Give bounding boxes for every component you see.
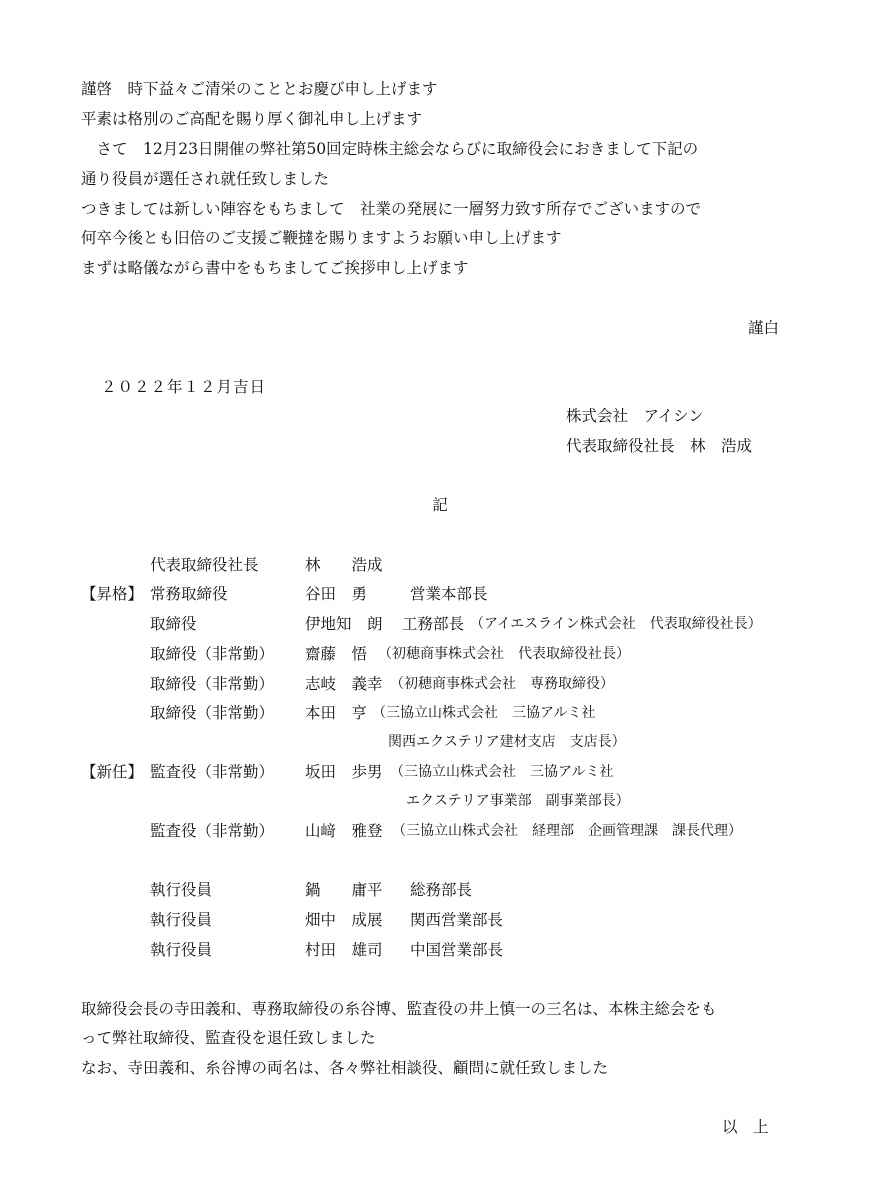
officer-name: 本田 亨	[305, 704, 368, 722]
officer-role: 営業本部長	[410, 585, 488, 603]
executive-name: 鍋 庸平	[305, 881, 383, 899]
executive-title: 執行役員	[150, 911, 213, 929]
greeting-line: つきましては新しい陣容をもちまして 社業の発展に一層努力致す所存でございますので	[81, 200, 702, 218]
officer-title: 取締役（非常勤）	[150, 704, 275, 722]
officer-title: 取締役	[150, 615, 197, 633]
retirement-line: なお、寺田義和、糸谷博の両名は、各々弊社相談役、顧問に就任致しました	[81, 1059, 609, 1077]
executive-role: 関西営業部長	[410, 911, 504, 929]
officer-name: 谷田 勇	[305, 585, 368, 603]
officer-name: 齋藤 悟	[305, 645, 368, 663]
officer-role: 工務部長	[402, 615, 465, 633]
officer-name: 林 浩成	[305, 556, 383, 574]
executive-title: 執行役員	[150, 941, 213, 959]
officer-name: 山﨑 雅登	[305, 822, 383, 840]
executive-role: 中国営業部長	[410, 941, 504, 959]
greeting-line: 平素は格別のご高配を賜り厚く御礼申し上げます	[81, 110, 423, 128]
officer-tag: 【新任】	[81, 763, 144, 781]
officer-title: 代表取締役社長	[150, 556, 259, 574]
closing-salutation: 謹白	[748, 319, 780, 337]
retirement-line: 取締役会長の寺田義和、専務取締役の糸谷博、監査役の井上慎一の三名は、本株主総会をも	[81, 1000, 717, 1018]
officer-note: （三協立山株式会社 三協アルミ社	[372, 705, 596, 721]
executive-title: 執行役員	[150, 881, 213, 899]
officer-note: （アイエスライン株式会社 代表取締役社長）	[470, 616, 762, 632]
executive-name: 畑中 成展	[305, 911, 383, 929]
greeting-line: まずは略儀ながら書中をもちましてご挨拶申し上げます	[81, 259, 469, 277]
greeting-line: 謹啓 時下益々ご清栄のこととお慶び申し上げます	[81, 80, 438, 98]
greeting-line: 何卒今後とも旧倍のご支援ご鞭撻を賜りますようお願い申し上げます	[81, 229, 562, 247]
retirement-line: って弊社取締役、監査役を退任致しました	[81, 1029, 376, 1047]
officer-title: 取締役（非常勤）	[150, 645, 275, 663]
officer-title: 常務取締役	[150, 585, 228, 603]
record-heading: 記	[432, 496, 448, 514]
sender-company: 株式会社 アイシン	[566, 407, 704, 425]
officer-note: （初穂商事株式会社 代表取締役社長）	[378, 646, 630, 662]
end-mark: 以 上	[722, 1118, 769, 1136]
officer-note: （三協立山株式会社 三協アルミ社	[390, 764, 614, 780]
officer-tag: 【昇格】	[81, 585, 144, 603]
officer-name: 志岐 義幸	[305, 675, 383, 693]
officer-note: （三協立山株式会社 経理部 企画管理課 課長代理）	[392, 823, 742, 839]
officer-note-continued: 関西エクステリア建材支店 支店長）	[388, 734, 626, 750]
officer-title: 取締役（非常勤）	[150, 675, 275, 693]
officer-name: 坂田 歩男	[305, 763, 383, 781]
greeting-line: 通り役員が選任され就任致しました	[81, 170, 330, 188]
executive-name: 村田 雄司	[305, 941, 383, 959]
sender-representative: 代表取締役社長 林 浩成	[566, 437, 753, 455]
officer-note: （初穂商事株式会社 専務取締役）	[390, 676, 614, 692]
officer-note-continued: エクステリア事業部 副事業部長）	[406, 793, 630, 809]
officer-title: 監査役（非常勤）	[150, 763, 275, 781]
greeting-line: さて 12月23日開催の弊社第50回定時株主総会ならびに取締役会におきまして下記の	[81, 140, 699, 158]
officer-title: 監査役（非常勤）	[150, 822, 275, 840]
executive-role: 総務部長	[410, 881, 473, 899]
issue-date: ２０２２年１２月吉日	[101, 378, 267, 396]
officer-name: 伊地知 朗	[305, 615, 383, 633]
